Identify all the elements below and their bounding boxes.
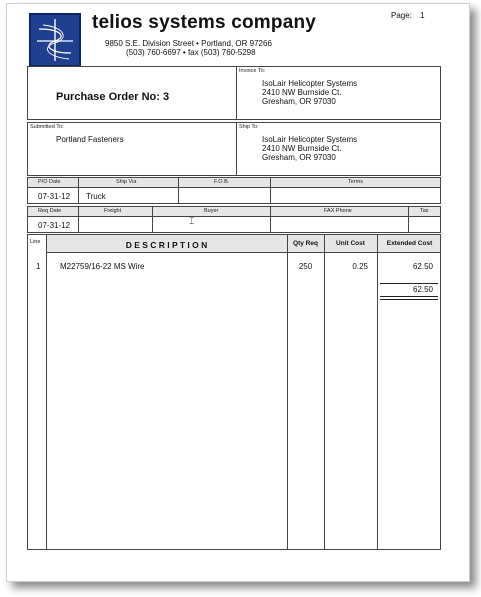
submitted-ship-box bbox=[27, 122, 441, 176]
invoice-to-city: Gresham, OR 97030 bbox=[262, 97, 336, 106]
row-line-number: 1 bbox=[36, 262, 41, 271]
row-extended-cost: 62.50 bbox=[412, 262, 433, 271]
fax-label: FAX Phone bbox=[324, 208, 352, 214]
col-header-extended-cost: Extended Cost bbox=[386, 240, 433, 247]
col-header-line: Line bbox=[30, 239, 41, 245]
table-row bbox=[28, 262, 442, 274]
text-cursor-icon: ⌶ bbox=[189, 216, 195, 226]
ship-to-city: Gresham, OR 97030 bbox=[262, 153, 336, 162]
col-header-description: D E S C R I P T I O N bbox=[125, 240, 208, 250]
col-header-unit-cost: Unit Cost bbox=[336, 240, 365, 247]
ship-via-label: Ship Via bbox=[116, 179, 137, 185]
company-address: 9850 S.E. Division Street • Portland, OR 97266 bbox=[105, 39, 272, 48]
ship-to-name: IsoLair Helicopter Systems bbox=[262, 135, 358, 144]
req-date-label: Req Date bbox=[38, 208, 62, 214]
row-description: M22759/16-22 MS Wire bbox=[60, 262, 145, 271]
purchase-order-sheet bbox=[6, 3, 470, 582]
total-rule-top bbox=[380, 283, 438, 284]
fob-label: F.O.B. bbox=[214, 179, 230, 185]
terms-label: Terms bbox=[348, 179, 363, 185]
page-label: Page: bbox=[391, 11, 412, 20]
company-phone: (503) 760-6697 • fax (503) 760-5298 bbox=[126, 48, 256, 57]
ship-via-value: Truck bbox=[86, 192, 106, 201]
row-qty: 250 bbox=[298, 262, 313, 271]
line-items-table bbox=[27, 234, 441, 550]
po-date-value: 07-31-12 bbox=[38, 192, 71, 201]
order-info-row-2 bbox=[27, 206, 441, 233]
company-name: telios systems company bbox=[92, 12, 317, 33]
page-number: 1 bbox=[420, 11, 425, 20]
row-unit-cost: 0.25 bbox=[352, 262, 368, 271]
total-amount: 62.50 bbox=[412, 285, 433, 294]
order-info-row-1 bbox=[27, 177, 441, 204]
col-header-qty: Qty Req bbox=[293, 240, 318, 247]
page-indicator bbox=[391, 11, 425, 20]
buyer-label: Buyer bbox=[204, 208, 219, 214]
po-date-label: P/O Date bbox=[38, 179, 61, 185]
submitted-to-name: Portland Fasteners bbox=[56, 135, 124, 144]
freight-label: Freight bbox=[104, 208, 122, 214]
ship-to-label: Ship To: bbox=[239, 124, 259, 130]
po-title: Purchase Order No: 3 bbox=[56, 91, 170, 103]
req-date-value: 07-31-12 bbox=[38, 221, 71, 230]
submitted-to-label: Submitted To: bbox=[30, 124, 64, 130]
ship-to-street: 2410 NW Burnside Ct. bbox=[262, 144, 342, 153]
invoice-to-street: 2410 NW Burnside Ct. bbox=[262, 88, 342, 97]
company-logo-icon bbox=[29, 13, 81, 67]
po-invoice-box bbox=[27, 66, 441, 120]
total-rule-bottom bbox=[380, 296, 438, 300]
invoice-to-name: IsoLair Helicopter Systems bbox=[262, 79, 358, 88]
tax-label: Tax bbox=[420, 208, 429, 214]
invoice-to-label: Invoice To: bbox=[239, 68, 266, 74]
